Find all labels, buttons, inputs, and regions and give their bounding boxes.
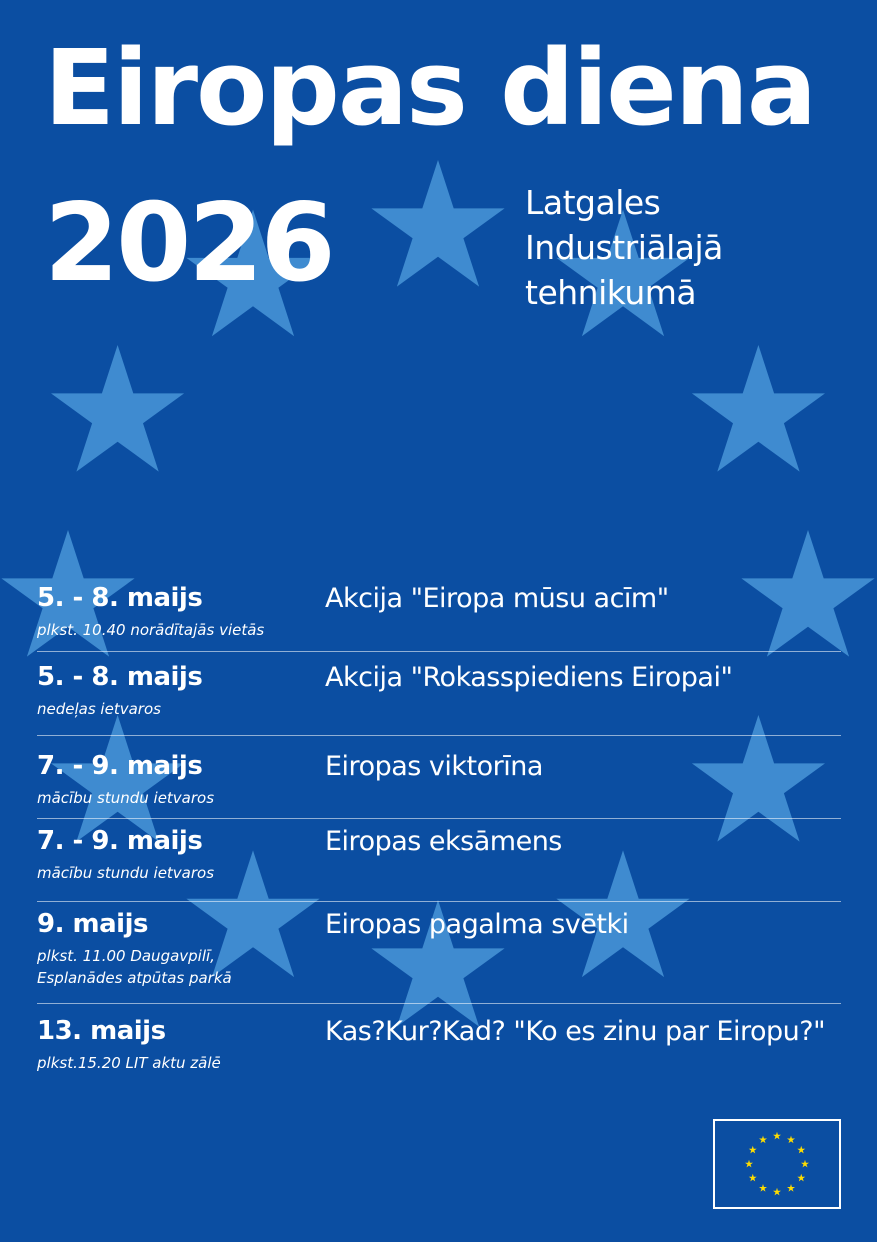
event-note: mācību stundu ietvaros — [37, 864, 215, 882]
flag-star — [797, 1146, 805, 1154]
eu-flag-icon — [713, 1119, 841, 1209]
event-date: 9. maijs — [37, 909, 148, 939]
background-star — [51, 345, 184, 472]
event-title: Akcija "Rokasspiediens Eiropai" — [325, 662, 733, 693]
row-divider — [37, 651, 841, 652]
flag-star — [773, 1188, 781, 1196]
subtitle-line: tehnikumā — [525, 273, 697, 312]
event-title: Eiropas eksāmens — [325, 826, 562, 857]
flag-star — [759, 1136, 767, 1144]
event-date: 7. - 9. maijs — [37, 826, 203, 856]
event-note: plkst. 10.40 norādītajās vietās — [37, 621, 265, 639]
venue-subtitle — [525, 180, 825, 315]
event-note: Esplanādes atpūtas parkā — [37, 969, 232, 987]
row-divider — [37, 1003, 841, 1004]
row-divider — [37, 818, 841, 819]
event-note: mācību stundu ietvaros — [37, 789, 215, 807]
background-star — [371, 160, 504, 287]
page-title: Eiropas diena — [44, 27, 816, 149]
year-heading: 2026 — [44, 181, 333, 306]
flag-star — [773, 1132, 781, 1140]
event-note: plkst. 11.00 Daugavpilī, — [37, 947, 215, 965]
flag-star — [749, 1174, 757, 1182]
row-divider — [37, 735, 841, 736]
event-date: 5. - 8. maijs — [37, 583, 203, 613]
event-title: Eiropas pagalma svētki — [325, 909, 629, 940]
event-date: 7. - 9. maijs — [37, 751, 203, 781]
event-title: Akcija "Eiropa mūsu acīm" — [325, 583, 669, 614]
flag-star — [797, 1174, 805, 1182]
flag-star — [759, 1184, 767, 1192]
background-star — [692, 715, 825, 842]
flag-star — [787, 1184, 795, 1192]
event-date: 13. maijs — [37, 1016, 166, 1046]
event-note: nedeļas ietvaros — [37, 700, 161, 718]
row-divider — [37, 901, 841, 902]
event-title: Kas?Kur?Kad? "Ko es zinu par Eiropu?" — [325, 1016, 825, 1047]
event-note: plkst.15.20 LIT aktu zālē — [37, 1054, 221, 1072]
subtitle-line: Industriālajā — [525, 228, 723, 267]
subtitle-line: Latgales — [525, 183, 661, 222]
flag-star — [749, 1146, 757, 1154]
flag-star — [787, 1136, 795, 1144]
flag-star — [745, 1160, 753, 1168]
flag-star — [801, 1160, 809, 1168]
event-date: 5. - 8. maijs — [37, 662, 203, 692]
background-star — [692, 345, 825, 472]
flag-star-ring — [715, 1121, 839, 1207]
background-star — [741, 530, 874, 657]
event-title: Eiropas viktorīna — [325, 751, 543, 782]
